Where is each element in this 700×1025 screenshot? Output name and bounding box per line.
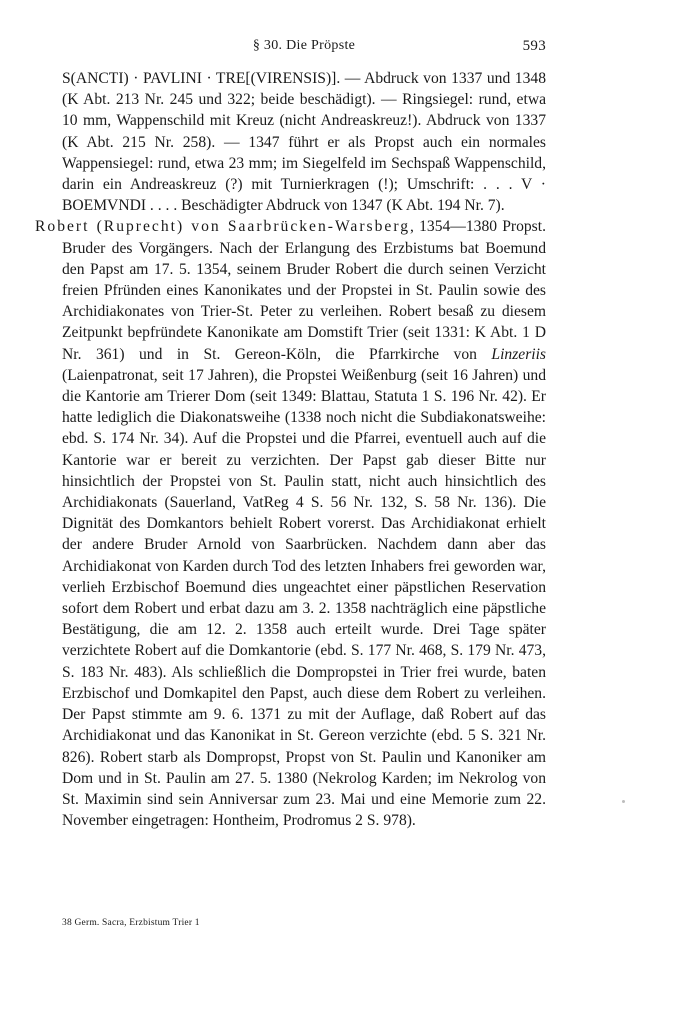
page-number: 593 xyxy=(522,38,546,54)
entry-name: Robert (Ruprecht) von Saarbrücken-Warsberg xyxy=(35,218,411,236)
entry-dates: , 1354—1380 Propst. xyxy=(410,218,546,236)
section-title: § 30. Die Pröpste xyxy=(252,38,356,53)
entry-robert xyxy=(35,216,546,831)
entry-text-part1: Bruder des Vorgängers. Nach der Erlangung des Erzbistums bat Boemund den Papst am 17. 5. 1354, seinem Bruder Robert die durch seinen Verzicht freien Pfründen eines Kanonikates und der Propstei in St. Paulin sowie des Archidiakonates von Trier-St. Peter zu verleihen. Robert besaß zu diesem Zeitpunkt bepfründete Kanonikate am Domstift Trier (seit 1331: K Abt. 1 D Nr. 361) und in St. Gereon-Köln, die Pfarrkirche von xyxy=(62,239,546,363)
paragraph-seal-description: S(ANCTI) · PAVLINI · TRE[(VIRENSIS)]. — Abdruck von 1337 und 1348 (K Abt. 213 Nr. 245 und 322; beide beschädigt). — Ringsiegel: rund, etwa 10 mm, Wappenschild mit Kreuz (nicht Andreaskreuz!). Abdruck von 1337 (K Abt. 215 Nr. 258). — 1347 führt er als Propst auch ein normales Wappensiegel: rund, etwa 23 mm; im Siegelfeld im Sechspaß Wappenschild, darin ein Andreaskreuz (?) mit Turnierkragen (!); Umschrift: . . . V · BOEMVNDI . . . . Beschädigter Abdruck von 1347 (K Abt. 194 Nr. 7). xyxy=(62,70,546,215)
running-head xyxy=(62,38,546,60)
body-text xyxy=(35,68,546,831)
signature-line: 38 Germ. Sacra, Erzbistum Trier 1 xyxy=(62,918,200,928)
italic-place-name: Linzeriis xyxy=(491,345,546,363)
margin-speck xyxy=(622,800,625,803)
entry-text-part2: (Laienpatronat, seit 17 Jahren), die Propstei Weißenburg (seit 16 Jahren) und die Kantorie am Trierer Dom (seit 1349: Blattau, Statuta 1 S. 196 Nr. 42). Er hatte lediglich die Diakonatsweihe (1338 noch nicht die Subdiakonatsweihe: ebd. S. 174 Nr. 34). Auf die Propstei und die Pfarrei, eventuell auch auf die Kantorie war er bereit zu verzichten. Der Papst gab dieser Bitte nur hinsichtlich der Propstei von St. Paulin statt, nicht auch hinsichtlich des Archidiakonats (Sauerland, VatReg 4 S. 56 Nr. 132, S. 58 Nr. 136). Die Dignität des Domkantors behielt Robert vorerst. Das Archidiakonat erhielt der andere Bruder Arnold von Saarbrücken. Nachdem dann aber das Archidiakonat von Karden durch Tod des letzten Inhabers frei geworden war, verlieh Erzbischof Boemund dies ungeachtet einer päpstlichen Reservation sofort dem Robert und erbat dazu am 3. 2. 1358 nachträglich eine päpstliche Bestätigung, die am 12. 2. 1358 auch erteilt wurde. Drei Tage später verzichtete Robert auf die Domkantorie (ebd. S. 177 Nr. 468, S. 179 Nr. 473, S. 183 Nr. 483). Als schließlich die Dompropstei in Trier frei wurde, baten Erzbischof und Domkapitel den Papst, auch diese dem Robert zu verleihen. Der Papst stimmte am 9. 6. 1371 zu mit der Auflage, daß Robert auf das Archidiakonat und das Kanonikat in St. Gereon verzichte (ebd. 5 S. 321 Nr. 826). Robert starb als Dompropst, Propst von St. Paulin und Kanoniker am Dom und in St. Paulin am 27. 5. 1380 (Nekrolog Karden; im Nekrolog von St. Maximin sind sein Anniversar zum 23. Mai und eine Memorie zum 22. November eingetragen: Hontheim, Prodromus 2 S. 978). xyxy=(62,366,546,830)
